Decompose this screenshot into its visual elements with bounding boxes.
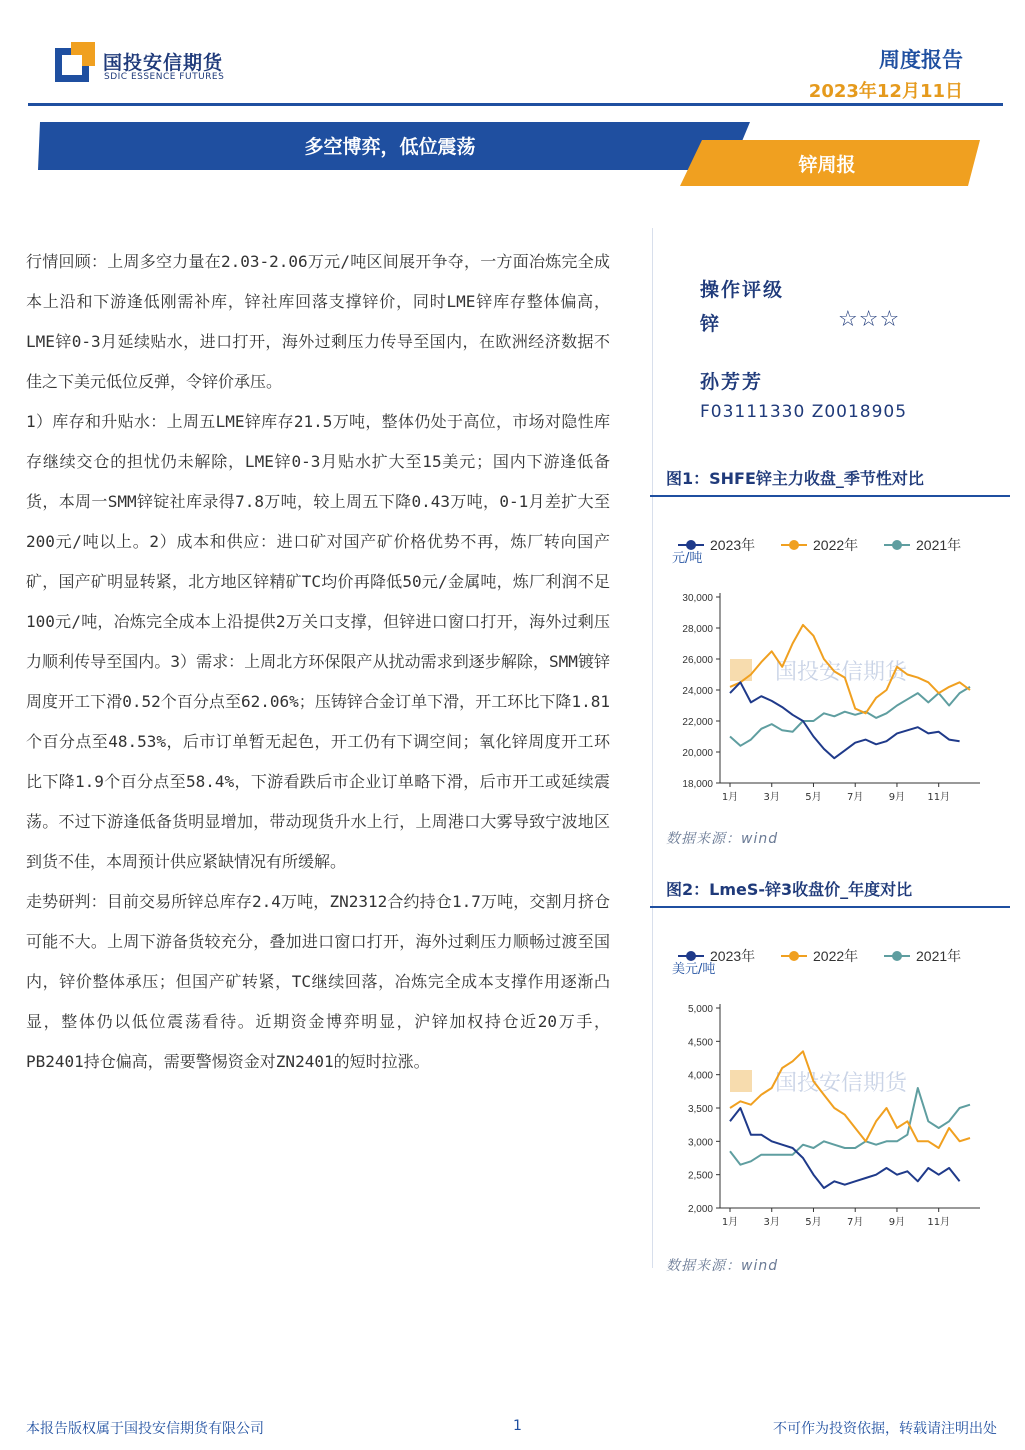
legend-marker-2	[789, 951, 799, 961]
header-divider	[28, 103, 1003, 106]
figure-1-divider	[650, 495, 1010, 497]
series-line-1	[730, 682, 960, 758]
figure-2-source: 数据来源：wind	[666, 1258, 779, 1274]
y-tick-label: 4,000	[687, 1070, 713, 1082]
y-axis-unit: 元/吨	[672, 551, 703, 566]
watermark-text: 国投安信期货	[775, 660, 908, 685]
rating-title: 操作评级	[700, 279, 785, 301]
figure-1-source: 数据来源：wind	[666, 831, 779, 847]
y-tick-label: 24,000	[682, 686, 713, 697]
y-tick-label: 18,000	[682, 779, 713, 790]
legend-marker-1	[686, 951, 696, 961]
figure-1-chart	[650, 525, 1005, 815]
legend-label-2: 2022年	[813, 537, 859, 553]
legend-marker-2	[789, 540, 799, 550]
company-name-en: SDIC ESSENCE FUTURES	[104, 72, 225, 82]
y-tick-label: 20,000	[682, 748, 713, 759]
x-tick-label: 9月	[888, 792, 906, 803]
legend-label-2: 2022年	[813, 948, 859, 964]
figure-2-chart	[650, 936, 1005, 1241]
legend-label-1: 2023年	[710, 537, 756, 553]
figure-1-title: 图1：SHFE锌主力收盘_季节性对比	[666, 469, 924, 488]
y-axis-unit: 美元/吨	[672, 962, 716, 977]
y-tick-label: 22,000	[682, 717, 713, 728]
figure-2-divider	[650, 906, 1010, 908]
x-tick-label: 11月	[927, 1217, 951, 1228]
y-tick-label: 4,500	[687, 1037, 713, 1049]
x-tick-label: 1月	[721, 792, 739, 803]
x-tick-label: 3月	[763, 1217, 780, 1228]
x-tick-label: 1月	[721, 1217, 739, 1228]
watermark-text: 国投安信期货	[775, 1071, 908, 1096]
y-tick-label: 3,500	[687, 1104, 713, 1115]
page-number: 1	[513, 1418, 522, 1434]
report-date: 2023年12月11日	[808, 81, 963, 102]
disclaimer-notice: 不可作为投资依据，转载请注明出处	[773, 1421, 997, 1437]
y-tick-label: 5,000	[687, 1004, 713, 1015]
legend-marker-3	[892, 540, 902, 550]
y-tick-label: 2,500	[687, 1170, 713, 1182]
y-tick-label: 28,000	[682, 624, 713, 635]
fundamentals-paragraph: 1）库存和升贴水：上周五LME锌库存21.5万吨，整体仍处于高位，市场对隐性库存继续交仓的担忧仍未解除，LME锌0-3月贴水扩大至15美元；国内下游逢低备货，本周一SMM锌锭社库录得7.8万吨，较上周五下降0.43万吨，0-1月差扩大至200元/吨以上。2）成本和供应：进口矿对国产矿价格优势不再，炼厂转向国产矿，国产矿明显转紧，北方地区锌精矿TC均价再降低50元/金属吨，炼厂利润不足100元/吨，冶炼完全成本上沿提供2万关口支撑，但锌进口窗口打开，海外过剩压力顺利传导至国内。3）需求：上周北方环保限产从扰动需求到逐步解除，SMM镀锌周度开工下滑0.52个百分点至62.06%；压铸锌合金订单下滑，开工环比下降1.81个百分点至48.53%，后市订单暂无起色，开工仍有下调空间；氧化锌周度开工环比下降1.9个百分点至58.4%，下游看跌后市企业订单略下滑，后市开工或延续震荡。不过下游逢低备货明显增加，带动现货升水上行，上周港口大雾导致宁波地区到货不佳，本周预计供应紧缺情况有所缓解。	[26, 412, 610, 871]
y-tick-label: 30,000	[682, 593, 713, 604]
rating-metal: 锌	[700, 313, 720, 335]
x-tick-label: 7月	[847, 1217, 864, 1228]
x-tick-label: 5月	[805, 1217, 822, 1228]
x-tick-label: 11月	[927, 792, 951, 803]
series-line-2	[730, 1051, 970, 1148]
x-tick-label: 3月	[763, 792, 780, 803]
y-tick-label: 2,000	[687, 1204, 713, 1215]
watermark-logo-icon	[730, 659, 752, 681]
y-tick-label: 26,000	[682, 655, 713, 666]
report-type: 周度报告	[879, 48, 963, 72]
company-name-cn: 国投安信期货	[103, 52, 224, 74]
watermark-logo-icon	[730, 1070, 752, 1092]
analyst-name: 孙芳芳	[700, 371, 764, 393]
series-line-3	[730, 1088, 970, 1165]
legend-marker-1	[686, 540, 696, 550]
company-logo-icon	[55, 42, 95, 82]
analyst-license-ids: F03111330 Z0018905	[700, 402, 908, 422]
x-tick-label: 7月	[847, 792, 864, 803]
market-review-paragraph: 行情回顾：上周多空力量在2.03-2.06万元/吨区间展开争夺，一方面冶炼完全成本上沿和下游逢低刚需补库，锌社库回落支撑锌价，同时LME锌库存整体偏高，LME锌0-3月延续贴水，进口打开，海外过剩压力传导至国内，在欧洲经济数据不佳之下美元低位反弹，令锌价承压。	[26, 252, 610, 391]
legend-label-3: 2021年	[916, 948, 962, 964]
legend-label-1: 2023年	[710, 948, 756, 964]
report-title: 多空博弈，低位震荡	[304, 136, 476, 158]
rating-stars-icon: ☆☆☆	[838, 307, 901, 332]
legend-marker-3	[892, 951, 902, 961]
report-category: 锌周报	[798, 154, 856, 176]
x-tick-label: 9月	[888, 1217, 906, 1228]
main-commentary	[26, 242, 610, 1082]
outlook-paragraph: 走势研判：目前交易所锌总库存2.4万吨，ZN2312合约持仓1.7万吨，交割月挤仓可能不大。上周下游备货较充分，叠加进口窗口打开，海外过剩压力顺畅过渡至国内，锌价整体承压；但国产矿转紧，TC继续回落，冶炼完全成本支撑作用逐渐凸显，整体仍以低位震荡看待。近期资金博弈明显，沪锌加权持仓近20万手，PB2401持仓偏高，需要警惕资金对ZN2401的短时拉涨。	[26, 892, 610, 1071]
x-tick-label: 5月	[805, 792, 822, 803]
legend-label-3: 2021年	[916, 537, 962, 553]
copyright-notice: 本报告版权属于国投安信期货有限公司	[26, 1421, 264, 1437]
y-tick-label: 3,000	[687, 1137, 713, 1149]
figure-2-title: 图2：LmeS-锌3收盘价_年度对比	[666, 880, 913, 899]
